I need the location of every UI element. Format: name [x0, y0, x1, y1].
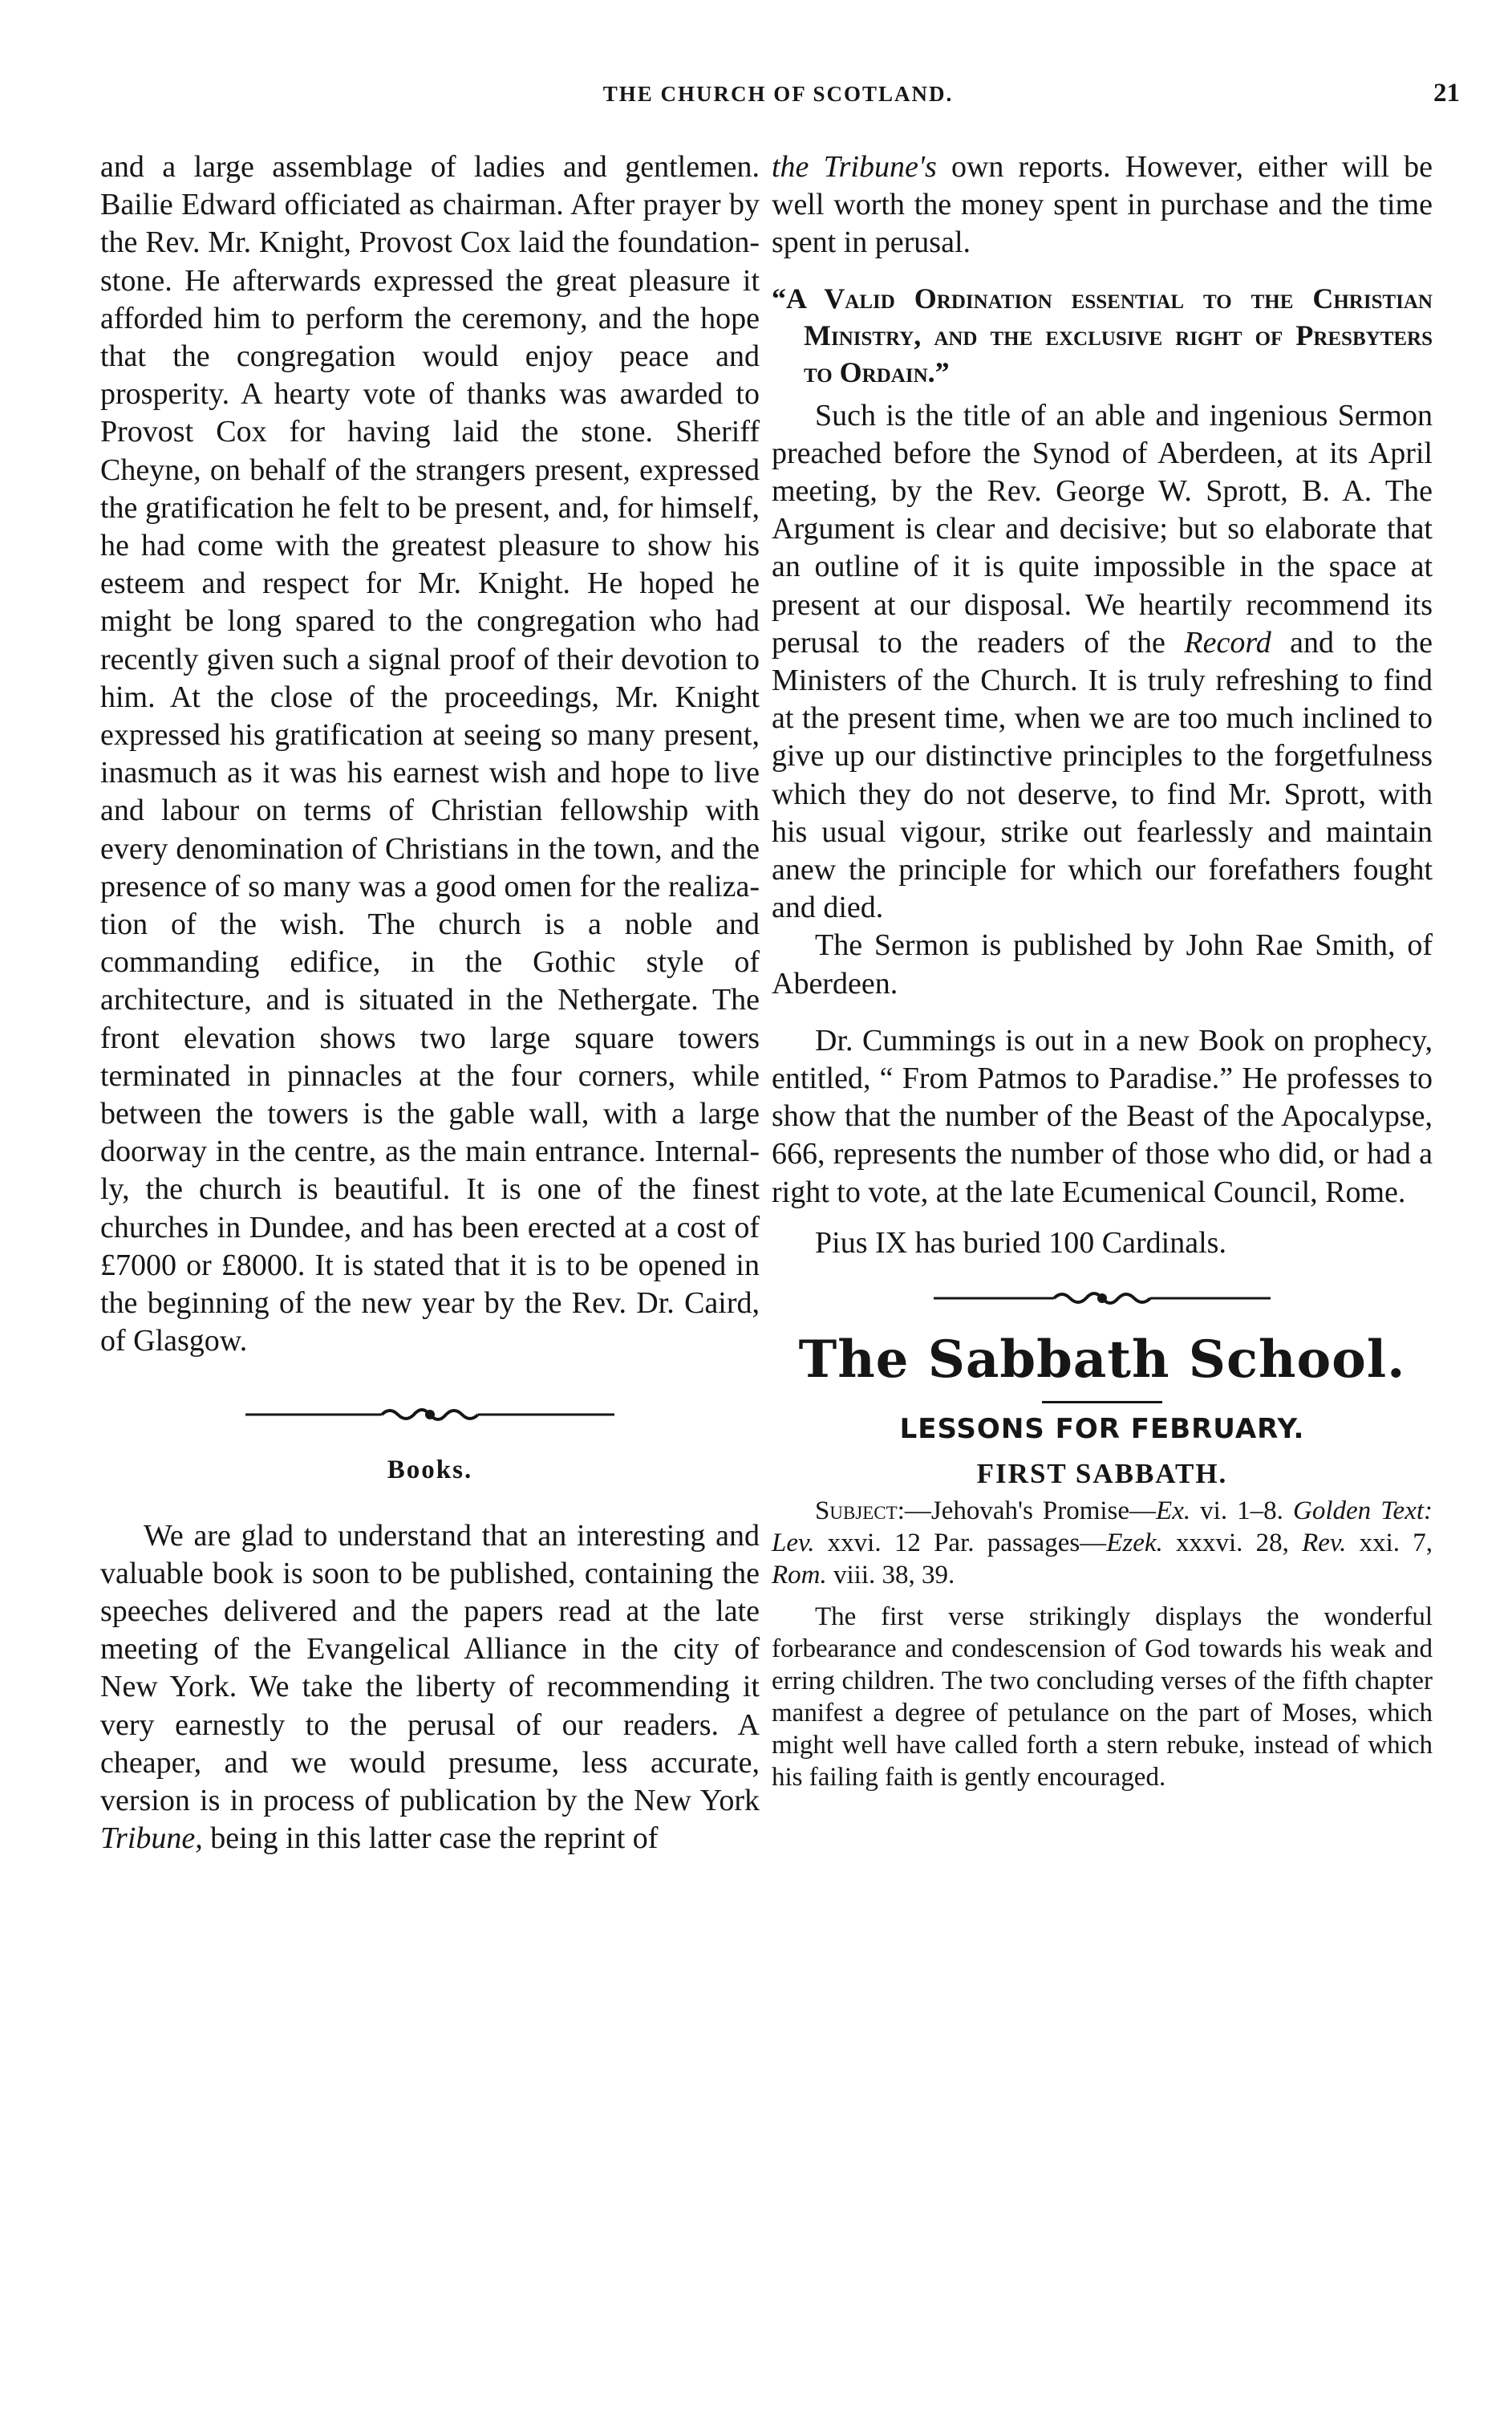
tribune-italic: Tribune,: [100, 1821, 203, 1856]
ordination-heading-text: “A Valid Ordination essential to the Christian Ministry, and the exclusive right of Presbyters to Ordain.”: [772, 282, 1433, 388]
rev-ref-text: xxi. 7,: [1346, 1529, 1433, 1558]
sermon-publisher-paragraph: The Sermon is published by John Rae Smith, of Aberdeen.: [772, 928, 1433, 1001]
rev-ref: Rev.: [1302, 1529, 1347, 1558]
subject-line: [772, 1495, 1433, 1591]
right-column: [772, 148, 1433, 1793]
subject-ref: Ex.: [1156, 1496, 1191, 1526]
lesson-paragraph: The first verse strikingly displays the wonderful forbearance and condescension of God towards his weak and erring children. The two concluding verses of the fifth chapter manifest a degree of petulance on the part of Moses, which might well have called forth a stern rebuke, instead of which his failing faith is gently encouraged.: [772, 1602, 1433, 1792]
left-column: [100, 148, 760, 1857]
sermon-review-text: Such is the title of an able and ingenious Sermon preached before the Synod of Aberdeen, at its April meeting, by the Rev. George W. Sprott, B. A. The Argument is clear and decisive; but so elaborate that an outline of it is quite impossible in the space at present at our disposal. We heartily recommend its perusal to the readers of the: [772, 398, 1433, 660]
scroll-ornament-icon: [934, 1286, 1271, 1310]
rom-ref: Rom.: [772, 1561, 827, 1590]
page-number: 21: [1433, 79, 1460, 108]
sermon-review-paragraph: [772, 397, 1433, 928]
running-head: [96, 79, 1460, 111]
tribune-italic-ref: the Tribune's: [772, 150, 937, 184]
subject-label: Subject:: [815, 1496, 905, 1526]
golden-text: xxvi. 12 Par. passages—: [814, 1529, 1107, 1558]
record-italic: Record: [1184, 625, 1271, 660]
sabbath-school-title: The Sabbath School.: [798, 1330, 1406, 1391]
ezek-ref-text: xxxvi. 28,: [1162, 1529, 1303, 1558]
books-heading: Books.: [387, 1455, 473, 1484]
books-text-after: being in this latter case the reprint of: [202, 1821, 659, 1856]
golden-text-label: Golden Text: Lev.: [772, 1496, 1433, 1558]
rom-ref-text: viii. 38, 39.: [826, 1561, 955, 1590]
cummings-paragraph: Dr. Cummings is out in a new Book on prophecy, entitled, “ From Patmos to Paradise.” He professes to show that the number of the Beast of the Apocalypse, 666, represents the number of those who did, or had a right to vote, at the late Ecumenical Council, Rome.: [772, 1023, 1433, 1209]
subject-ref-text: vi. 1–8.: [1190, 1496, 1293, 1526]
dundee-church-paragraph: and a large assemblage of ladies and gentlemen. Bailie Edward officiated as chairman. After prayer by the Rev. Mr. Knight, Provost Cox laid the foundation-stone. He afterwards expressed the great pleasure it afforded him to perform the ceremony, and the hope that the congregation would enjoy peace and prosperity. A hearty vote of thanks was awarded to Provost Cox for having laid the stone. Sheriff Cheyne, on behalf of the strangers present, expressed the gratification he felt to be present, and, for himself, he had come with the greatest pleasure to show his esteem and respect for Mr. Knight. He hoped he might be long spared to the congregation who had recently given such a signal proof of their devotion to him. At the close of the proceedings, Mr. Knight expressed his gratification at seeing so many present, inasmuch as it was his earnest wish and hope to live and labour on terms of Christian fellowship with every denomination of Christians in the town, and the presence of so many was a good omen for the realization of the wish. The church is a noble and commanding edifice, in the Gothic style of architecture, and is situated in the Nethergate. The front elevation shows two large square towers terminated in pinnacles at the four corners, while between the towers is the gable wall, with a large doorway in the centre, as the main entrance. Internally, the church is beautiful. It is one of the finest churches in Dundee, and has been erected at a cost of £7000 or £8000. It is stated that it is to be opened in the beginning of the new year by the Rev. Dr. Caird, of Glasgow.: [100, 150, 760, 1358]
lessons-heading: LESSONS FOR FEBRUARY.: [899, 1413, 1305, 1446]
ordination-heading: [772, 280, 1433, 391]
scroll-ornament-icon: [245, 1403, 614, 1427]
books-paragraph: [100, 1517, 760, 1858]
tribune-reports-text: own reports. However, either will be well worth the money spent in purchase and the time spent in perusal.: [772, 150, 1433, 260]
ezek-ref: Ezek.: [1106, 1529, 1163, 1558]
pius-paragraph: Pius IX has buried 100 Cardinals.: [815, 1225, 1226, 1260]
sermon-review-text-rest: and to the Ministers of the Church. It is truly refreshing to find at the present time, when we are too much inclined to give up our distinctive principles to the forgetfulness which they do not deserve, to find Mr. Sprott, with his usual vigour, strike out fearlessly and maintain anew the principle for which our forefathers fought and died.: [772, 625, 1433, 925]
tribune-reports-paragraph: [772, 148, 1433, 262]
running-title: THE CHURCH OF SCOTLAND.: [602, 82, 954, 106]
subject-text: —Jehovah's Promise—: [904, 1496, 1157, 1526]
books-text-before: We are glad to understand that an interesting and valuable book is soon to be published, containing the speeches delivered and the papers read at the late meeting of the Evangelical Alliance in the city of New York. We take the liberty of recommending it very earnestly to the perusal of our readers. A cheaper, and we would presume, less accurate, version is in process of publication by the New York: [100, 1518, 760, 1817]
first-sabbath-heading: FIRST SABBATH.: [976, 1458, 1228, 1490]
title-rule: [1042, 1401, 1162, 1403]
